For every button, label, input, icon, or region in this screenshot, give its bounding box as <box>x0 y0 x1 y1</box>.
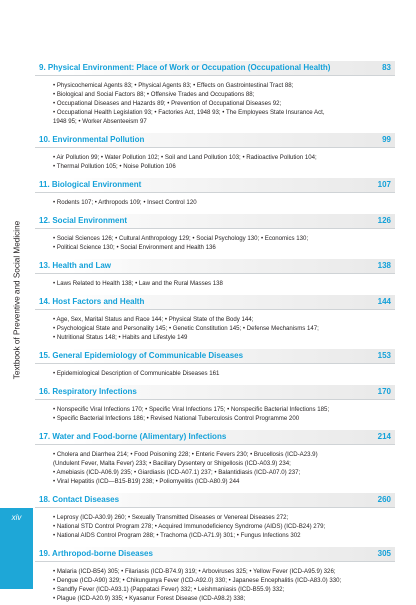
toc-section <box>35 547 395 605</box>
topic-line: • Amebiasis (ICD-A06.9) 235; • Giardiasis (ICD-A07.1) 237; • Balantidiasis (ICD-A07.0) 237; <box>53 469 301 476</box>
topic-line: • Political Science 130; • Social Environment and Health 136 <box>53 244 216 251</box>
chapter-page-number: 83 <box>382 63 391 72</box>
chapter-title: 18. Contact Diseases <box>39 495 120 504</box>
topic-line: • National AIDS Control Program 288; • Trachoma (ICD-A71.9) 301; • Fungus Infections 302 <box>53 532 301 539</box>
chapter-title: 14. Host Factors and Health <box>39 297 145 306</box>
chapter-heading[interactable] <box>35 493 395 508</box>
topic-line: • Leprosy (ICD-A30.9) 260; • Sexually Transmitted Diseases or Venereal Diseases 272; <box>53 514 289 521</box>
chapter-topics <box>35 310 395 344</box>
chapter-topics <box>35 364 395 380</box>
topic-line: • National STD Control Program 278; • Acquired Immunodeficiency Syndrome (AIDS) (ICD-B24) 279; <box>53 523 326 530</box>
chapter-heading[interactable] <box>35 430 395 445</box>
topic-line: • Biological and Social Factors 88; • Offensive Trades and Occupations 88; <box>53 91 255 98</box>
sidebar <box>0 0 32 589</box>
chapter-heading[interactable] <box>35 259 395 274</box>
chapter-title: 15. General Epidemiology of Communicable Diseases <box>39 351 244 360</box>
chapter-title: 13. Health and Law <box>39 261 112 270</box>
topic-line: • Cholera and Diarrhea 214; • Food Poisoning 228; • Enteric Fevers 230; • Brucellosis (ICD-A23.9) <box>53 451 318 458</box>
topic-line: • Viral Hepatitis (ICD—B15-B19) 238; • Poliomyelitis (ICD-A80.9) 244 <box>53 478 240 485</box>
toc-section <box>35 259 395 290</box>
toc-section <box>35 133 395 173</box>
topic-line: • Air Pollution 99; • Water Pollution 102; • Soil and Land Pollution 103; • Radioactive Pollution 104; <box>53 154 317 161</box>
chapter-heading[interactable] <box>35 547 395 562</box>
chapter-page-number: 153 <box>377 351 391 360</box>
toc-section <box>35 61 395 128</box>
chapter-page-number: 144 <box>377 297 391 306</box>
chapter-title: 17. Water and Food-borne (Alimentary) Infections <box>39 432 227 441</box>
chapter-heading[interactable] <box>35 295 395 310</box>
topic-line: • Plague (ICD-A20.9) 335; • Kyasanur Forest Disease (ICD-A98.2) 338; <box>53 595 246 602</box>
chapter-page-number: 260 <box>377 495 391 504</box>
topic-line: • Occupational Diseases and Hazards 89; • Prevention of Occupational Diseases 92; <box>53 100 282 107</box>
toc-section <box>35 349 395 380</box>
topic-line: • Specific Bacterial Infections 186; • Revised National Tuberculosis Control Programme 200 <box>53 415 300 422</box>
toc-section <box>35 385 395 425</box>
chapter-title: 10. Environmental Pollution <box>39 135 145 144</box>
chapter-page-number: 170 <box>377 387 391 396</box>
chapter-heading[interactable] <box>35 349 395 364</box>
toc-section <box>35 295 395 344</box>
chapter-page-number: 305 <box>377 549 391 558</box>
topic-line: • Age, Sex, Marital Status and Race 144; • Physical State of the Body 144; <box>53 316 254 323</box>
chapter-topics <box>35 274 395 290</box>
chapter-topics <box>35 400 395 425</box>
chapter-topics <box>35 76 395 128</box>
toc-section <box>35 493 395 542</box>
chapter-title: 16. Respiratory Infections <box>39 387 137 396</box>
chapter-title: 11. Biological Environment <box>39 180 142 189</box>
chapter-page-number: 107 <box>377 180 391 189</box>
page-number: xiv <box>11 513 22 522</box>
chapter-topics <box>35 193 395 209</box>
chapter-page-number: 99 <box>382 135 391 144</box>
chapter-topics <box>35 508 395 542</box>
chapter-heading[interactable] <box>35 385 395 400</box>
topic-line: • Epidemiological Description of Communicable Diseases 161 <box>53 370 220 377</box>
topic-line: • Physicochemical Agents 83; • Physical Agents 83; • Effects on Gastrointestinal Tract 88; <box>53 82 294 89</box>
chapter-page-number: 126 <box>377 216 391 225</box>
chapter-topics <box>35 229 395 254</box>
chapter-page-number: 138 <box>377 261 391 270</box>
topic-line: • Nutritional Status 148; • Habits and Lifestyle 149 <box>53 334 188 341</box>
toc-section <box>35 430 395 488</box>
topic-line: • Rodents 107; • Arthropods 109; • Insect Control 120 <box>53 199 197 206</box>
chapter-page-number: 214 <box>377 432 391 441</box>
topic-line: • Thermal Pollution 105; • Noise Pollution 106 <box>53 163 176 170</box>
topic-line: 1948 95; • Worker Absenteeism 97 <box>53 118 147 125</box>
toc-section <box>35 214 395 254</box>
chapter-topics <box>35 445 395 488</box>
chapter-heading[interactable] <box>35 133 395 148</box>
topic-line: • Sandfly Fever (ICD-A93.1) (Pappataci Fever) 332; • Leishmaniasis (ICD-B55.9) 332; <box>53 586 285 593</box>
chapter-topics <box>35 148 395 173</box>
topic-line: • Social Sciences 126; • Cultural Anthropology 129; • Social Psychology 130; • Economics 130; <box>53 235 309 242</box>
topic-line: • Malaria (ICD-B54) 305; • Filariasis (ICD-B74.9) 319; • Arboviruses 325; • Yellow Fever (ICD-A95.9) 326; <box>53 568 336 575</box>
topic-line: • Occupational Health Legislation 93; • Factories Act, 1948 93; • The Employees State Insurance Act, <box>53 109 325 116</box>
book-title-vertical: Textbook of Preventive and Social Medicine <box>12 220 22 380</box>
toc-section <box>35 178 395 209</box>
topic-line: (Undulent Fever, Malta Fever) 233; • Bacillary Dysentery or Shigellosis (ICD-A03.9) 234; <box>53 460 291 467</box>
chapter-heading[interactable] <box>35 61 395 76</box>
topic-line: • Nonspecific Viral Infections 170; • Specific Viral Infections 175; • Nonspecific Bacterial Infections 185; <box>53 406 330 413</box>
chapter-heading[interactable] <box>35 178 395 193</box>
topic-line: • Laws Related to Health 138; • Law and the Rural Masses 138 <box>53 280 223 287</box>
chapter-heading[interactable] <box>35 214 395 229</box>
topic-line: • Psychological State and Personality 145; • Genetic Constitution 145; • Defense Mechanisms 147; <box>53 325 319 332</box>
table-of-contents <box>35 56 395 605</box>
topic-line: • Dengue (ICD-A90) 329; • Chikungunya Fever (ICD-A92.0) 330; • Japanese Encephalitis (ICD-A83.0) 330; <box>53 577 342 584</box>
chapter-title: 19. Arthropod-borne Diseases <box>39 549 153 558</box>
chapter-title: 9. Physical Environment: Place of Work or Occupation (Occupational Health) <box>39 63 331 72</box>
chapter-title: 12. Social Environment <box>39 216 128 225</box>
chapter-topics <box>35 562 395 605</box>
